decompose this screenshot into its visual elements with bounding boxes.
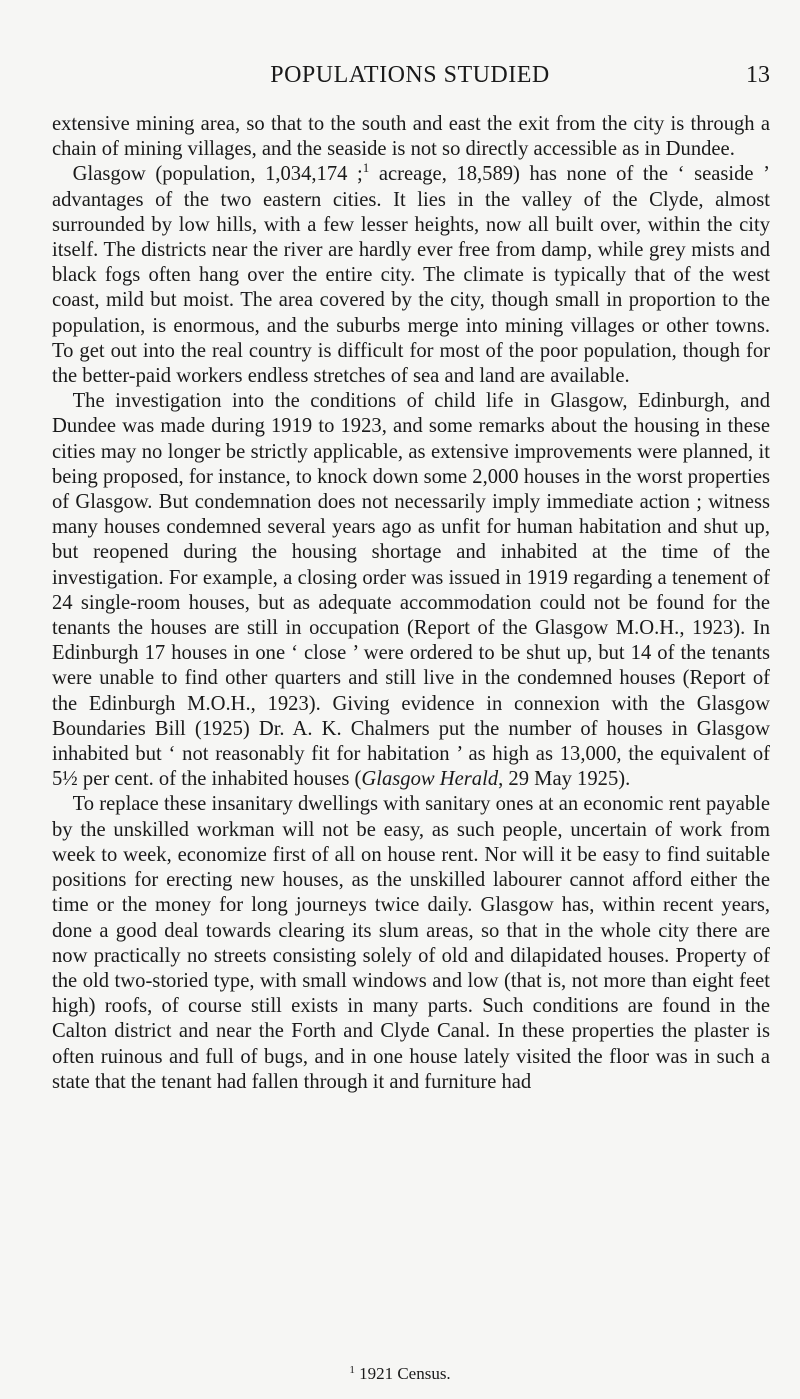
footnote [0,1364,800,1384]
footnote-text: 1921 Census. [354,1364,451,1383]
paragraph-glasgow-start: Glasgow (population, 1,034,174 ; [72,163,363,186]
paragraph-replace-dwellings [52,792,770,1094]
paragraph-investigation-main: The investigation into the conditions of child life in Glasgow, Edinburgh, and Dundee was made during 1919 to 1923, and some remarks about the housing in these cities may no longer be strictly applicable, as extensive improvements were planned, it being proposed, for instance, to knock down some 2,000 houses in the worst properties of Glasgow. But condemnation does not necessarily imply immediate action ; witness many houses condemned several years ago as unfit for human habitation and shut up, but reopened during the housing shortage and inhabited at the time of the investigation. For example, a closing order was issued in 1919 regarding a tenement of 24 single-room houses, but as adequate accommodation could not be found for the tenants the houses are still in occupation (Report of the Glasgow M.O.H., 1923). In Edinburgh 17 houses in one ‘ close ’ were ordered to be shut up, but 14 of the tenants were unable to find other quarters and still live in the condemned houses (Report of the Edinburgh M.O.H., 1923). Giving evidence in connexion with the Glasgow Boundaries Bill (1925) Dr. A. K. Chalmers put the number of houses in Glasgow inhabited but ‘ not reasonably fit for habitation ’ as high as 13,000, the equivalent of 5½ per cent. of the inhabited houses ( [52,390,770,791]
paragraph-replace-dwellings-text: To replace these insanitary dwellings with sanitary ones at an economic rent payable by the unskilled workman will not be easy, as such people, uncertain of work from week to week, economize first of all on house rent. Nor will it be easy to find suitable positions for erecting new houses, as the unskilled labourer cannot afford either the time or the money for long journeys twice daily. Glasgow has, within recent years, done a good deal towards clearing its slum areas, so that in the whole city there are now practically no streets consisting solely of old and dilapidated houses. Property of the old two-storied type, with small windows and low (that is, not more than eight feet high) roofs, of course still exists in many parts. Such conditions are found in the Calton district and near the Forth and Clyde Canal. In these properties the plaster is often ruinous and full of bugs, and in one house lately visited the floor was in such a state that the tenant had fallen through it and furniture had [52,793,770,1093]
paragraph-mining-area: extensive mining area, so that to the south and east the exit from the city is through a chain of mining villages, and the seaside is not so directly accessible as in Dundee. [52,113,770,161]
paragraph-glasgow-rest: acreage, 18,589) has none of the ‘ seaside ’ advantages of the two eastern cities. It lies in the valley of the Clyde, almost surrounded by low hills, with a few lesser heights, now all built over, within the city itself. The districts near the river are hardly ever free from damp, while grey mists and black fogs often hang over the entire city. The climate is typically that of the west coast, mild but moist. The area covered by the city, though small in proportion to the population, is enormous, and the suburbs merge into mining villages or other towns. To get out into the real country is difficult for most of the poor population, though for the better-paid workers endless stretches of sea and land are available. [52,163,770,388]
footnote-marker-ref: 1 [362,160,370,176]
body-text [52,112,770,1095]
paragraph-glasgow [52,162,770,389]
footnote-marker: 1 [349,1364,355,1376]
paragraph-investigation-end: , 29 May 1925). [498,768,631,791]
paragraph-investigation [52,389,770,792]
page-header [50,62,770,92]
citation-newspaper: Glasgow Herald [361,768,499,791]
page-number: 13 [746,62,770,88]
running-head: POPULATIONS STUDIED [270,62,550,88]
